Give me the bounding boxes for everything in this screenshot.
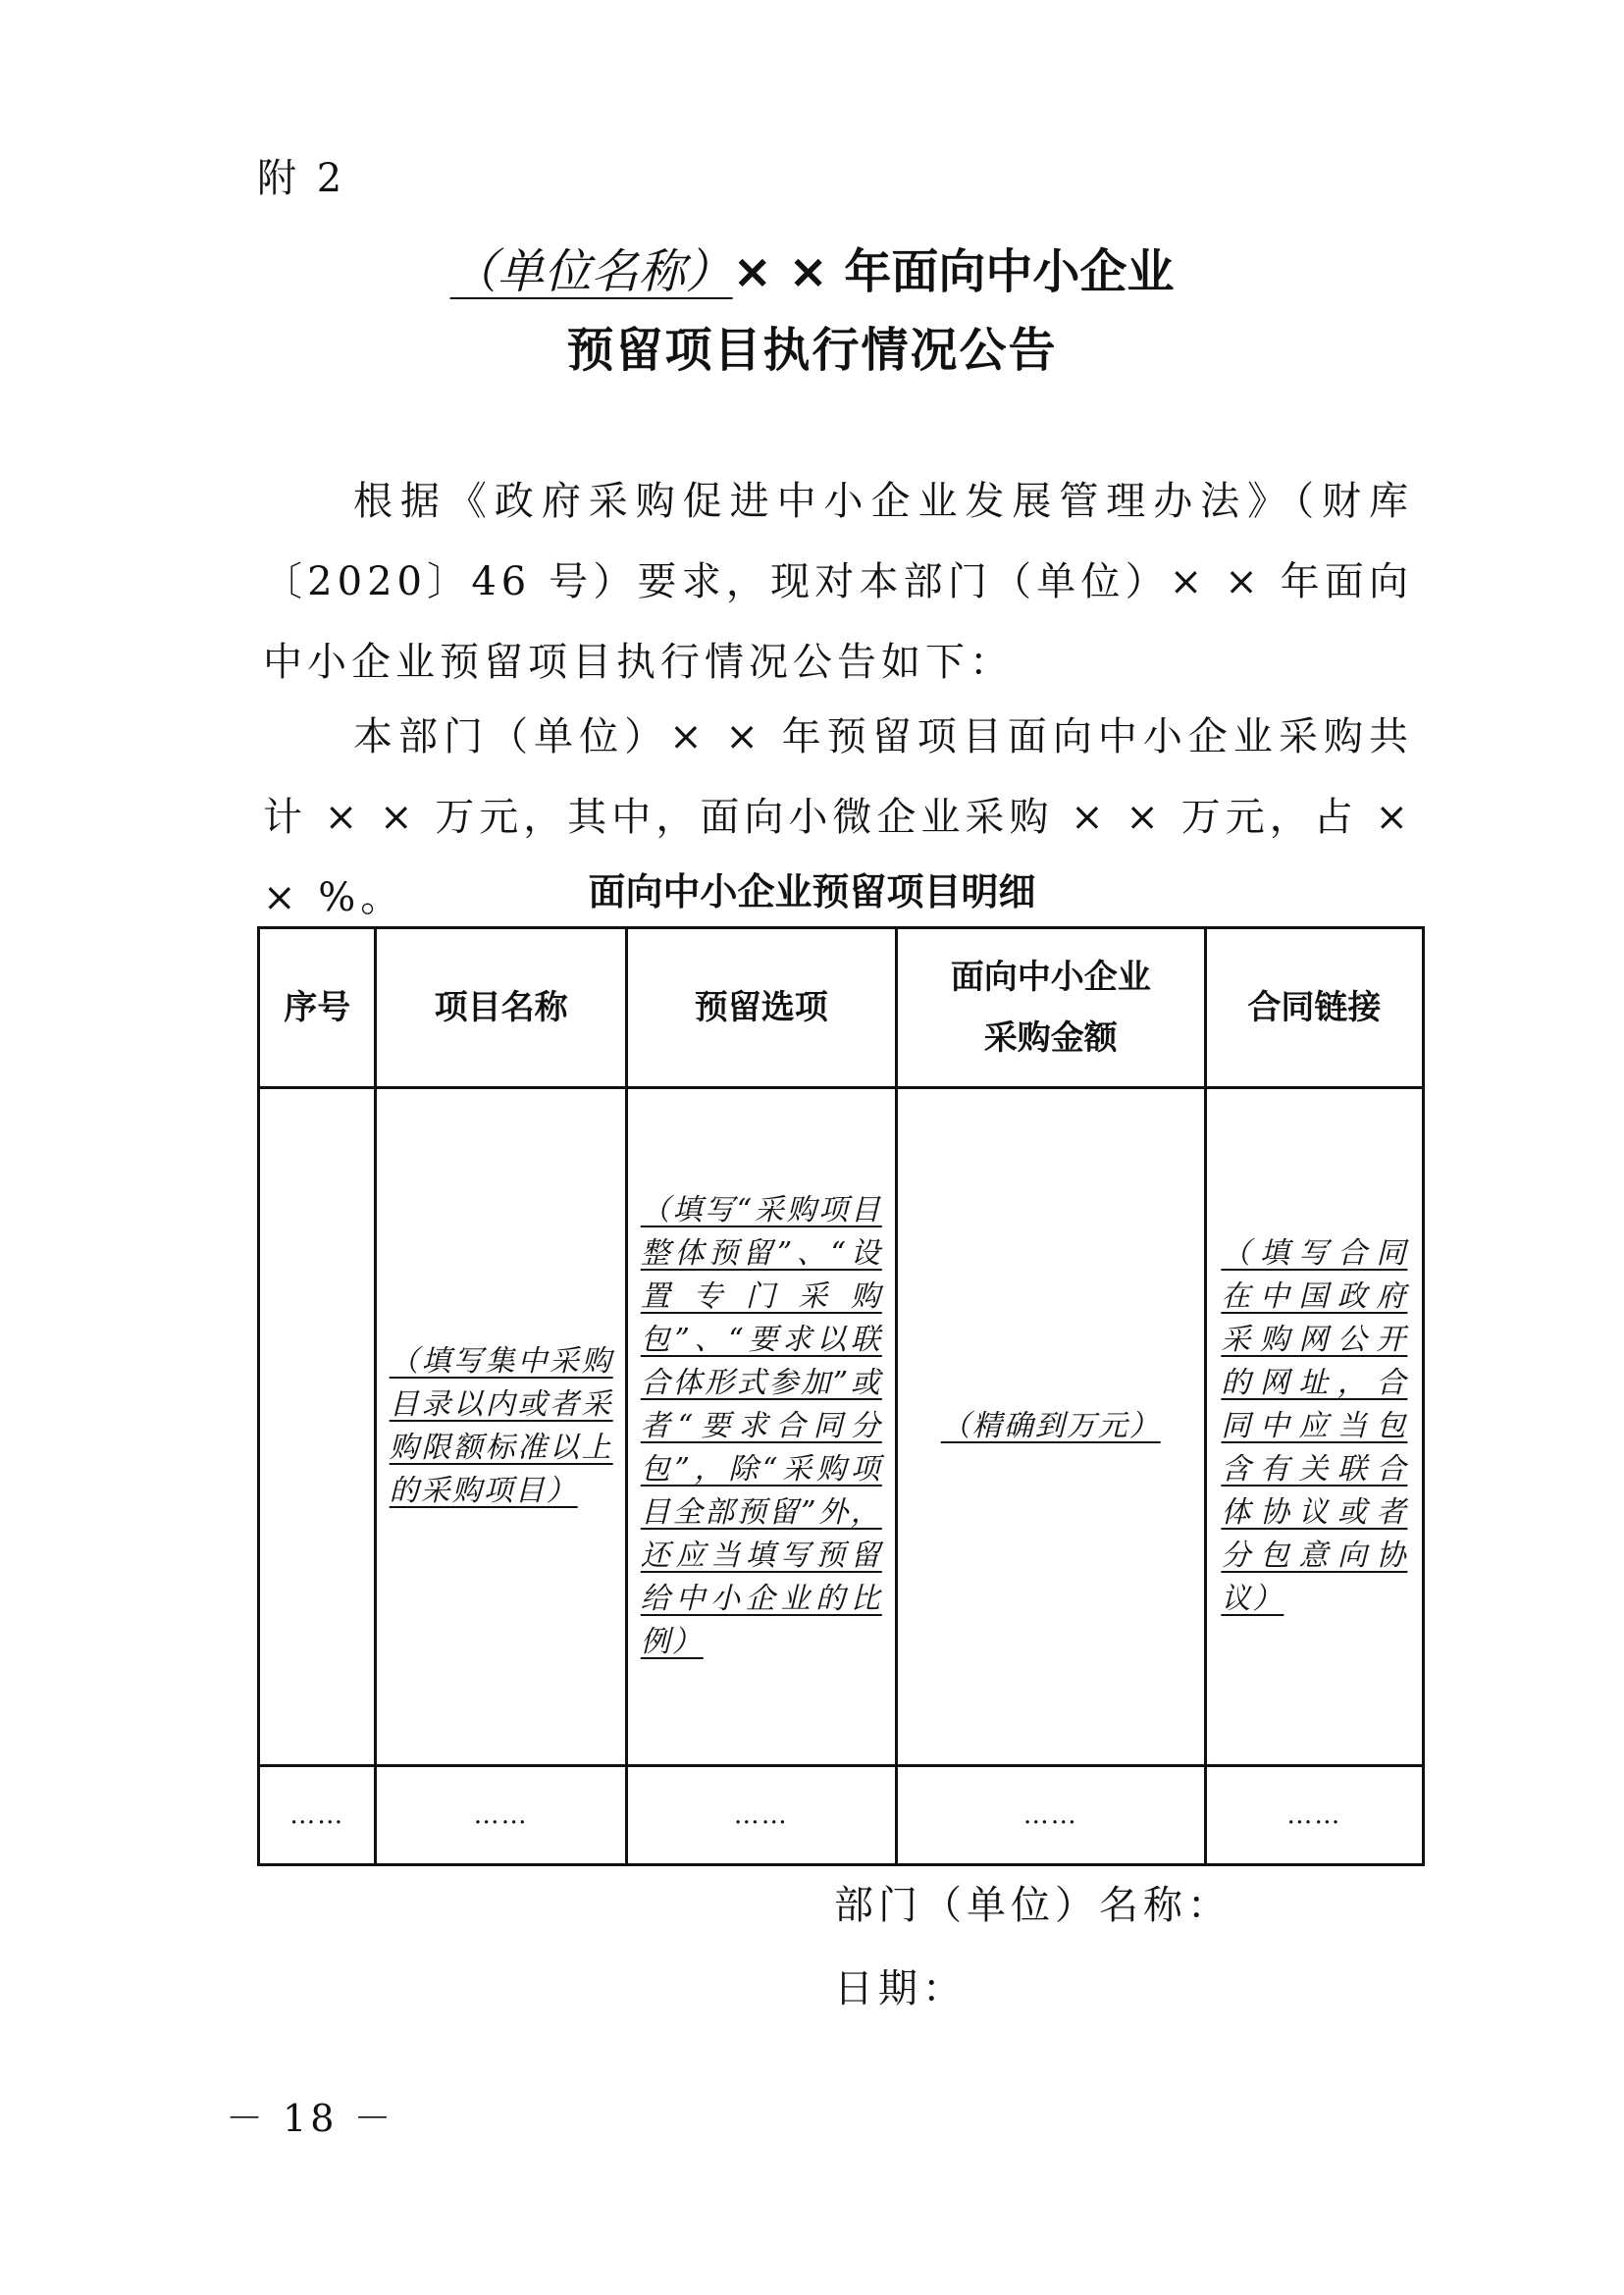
cell-reserve-option [626, 1088, 896, 1766]
ellipsis-cell: …… [259, 1766, 376, 1865]
body-paragraph-1: 根据《政府采购促进中小企业发展管理办法》（财库〔2020〕46 号）要求，现对本部门（单位）× × 年面向中小企业预留项目执行情况公告如下： [263, 479, 1413, 685]
header-contract-link: 合同链接 [1205, 928, 1423, 1088]
ellipsis-cell: …… [626, 1766, 896, 1865]
ellipsis-cell: …… [1205, 1766, 1423, 1865]
reserve-option-note: （填写“采购项目整体预留”、“设置专门采购包”、“要求以联合体形式参加”或者“要求合同分包”，除“采购项目全部预留”外，还应当填写预留给中小企业的比例） [640, 1193, 882, 1659]
cell-seq [259, 1088, 376, 1766]
title-unit-name: （单位名称） [449, 244, 733, 299]
ellipsis-cell: …… [376, 1766, 627, 1865]
title-line-1 [0, 234, 1624, 301]
contract-link-note: （填写合同在中国政府采购网公开的网址，合同中应当包含有关联合体协议或者分包意向协议） [1221, 1236, 1408, 1616]
header-amount [896, 928, 1205, 1088]
ellipsis-cell: …… [896, 1766, 1205, 1865]
header-amount-line-2: 采购金额 [983, 1018, 1118, 1058]
date-label: 日期： [834, 1966, 967, 2011]
amount-note: （精确到万元） [940, 1409, 1161, 1443]
table-caption: 面向中小企业预留项目明细 [588, 870, 1036, 913]
title-line-2: 预留项目执行情况公告 [566, 323, 1058, 378]
table-row-ellipsis [259, 1766, 1424, 1865]
page-number: － 18 － [226, 2097, 395, 2140]
table-row [259, 1088, 1424, 1766]
table-header-row [259, 928, 1424, 1088]
title-line-1-text: × × 年面向中小企业 [732, 244, 1175, 299]
cell-project-name [376, 1088, 627, 1766]
cell-amount [896, 1088, 1205, 1766]
header-reserve-option: 预留选项 [626, 928, 896, 1088]
department-name-label: 部门（单位）名称： [834, 1883, 1231, 1928]
header-project-name: 项目名称 [376, 928, 627, 1088]
cell-contract-link [1205, 1088, 1423, 1766]
attachment-label: 附 2 [257, 156, 346, 201]
header-seq: 序号 [259, 928, 376, 1088]
header-amount-line-1: 面向中小企业 [950, 958, 1151, 997]
reserved-projects-table [257, 926, 1425, 1866]
body-paragraph-2: 本部门（单位）× × 年预留项目面向中小企业采购共计 × × 万元，其中，面向小微企业采购 × × 万元，占 × × %。 [263, 714, 1413, 920]
project-name-note: （填写集中采购目录以内或者采购限额标准以上的采购项目） [389, 1344, 613, 1508]
